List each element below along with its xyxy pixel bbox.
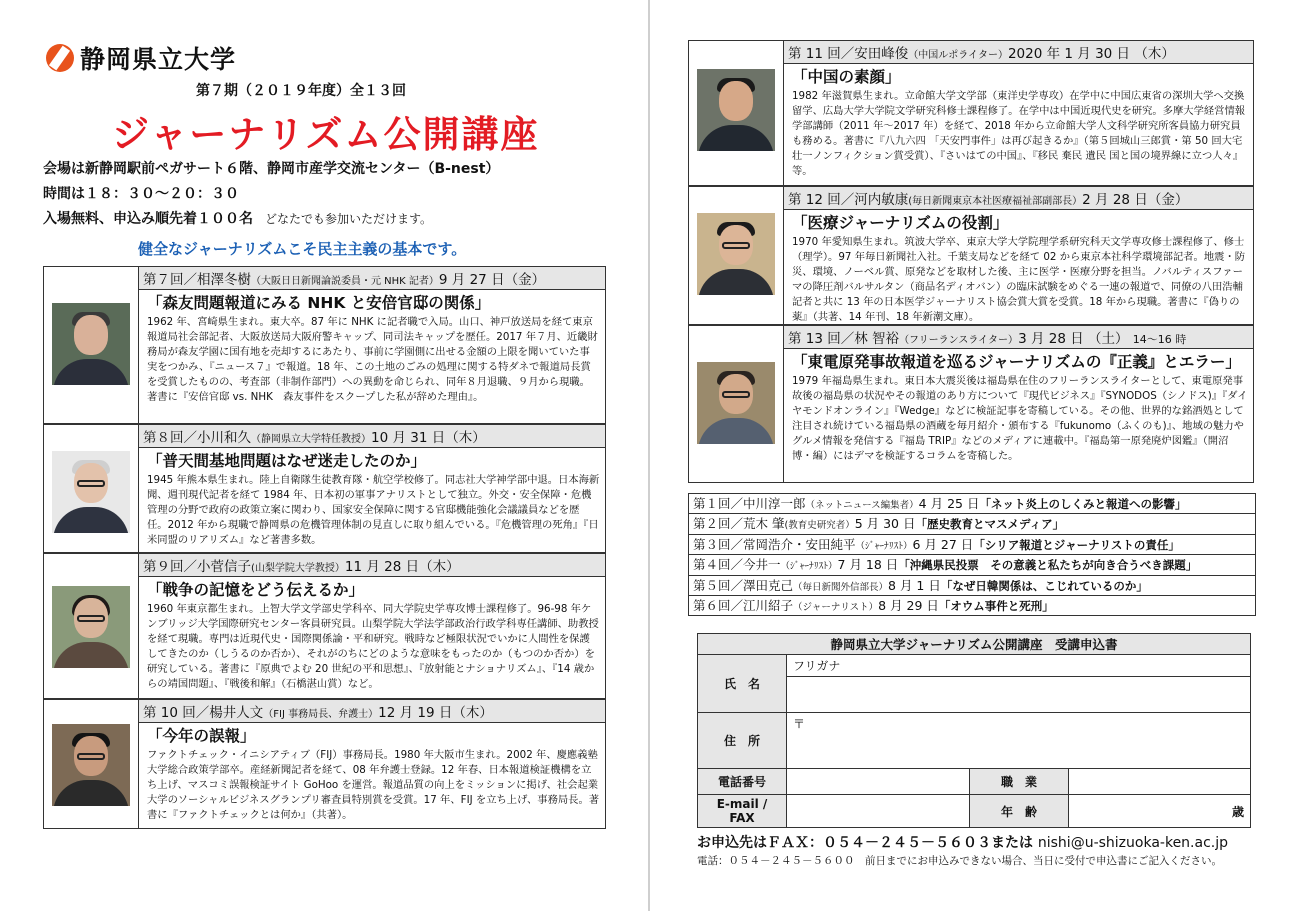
job-label: 職 業 (970, 769, 1069, 795)
venue-text: 会場は新静岡駅前ペガサート６階、静岡市産学交流センター（B-nest） (43, 161, 500, 177)
contact-email-link[interactable]: nishi@u-shizuoka-ken.ac.jp (1037, 835, 1229, 851)
tagline: 健全なジャーナリズムこそ民主主義の基本です。 (138, 240, 467, 258)
logo-text: 静岡県立大学 (80, 45, 237, 74)
lecture-bio: 1979 年福島県生まれ。東日本大震災後は福島県在住のフリーランスライターとして、東電原発事故後の福島県の状況やその報道のあり方について『現代ビジネス』『SYNODOS（シノドス)』『ダイヤモンドオンライン』『Wedge』などに検証記事を寄稿している。その他、世界的な銘酒処として注目され続けている福島県の酒蔵を毎月紹介・頒布する『fukunomo（ふくのも)』、地域の魅力やグルメ情報を発信する『福島 TRIP』などのメディアに連載中。『福島第一原発廃炉図鑑』（開沼博・編）にはデマを検証するコラムを寄稿した。 (792, 375, 1248, 462)
list-item: 第４回／今井一（ｼﾞｬｰﾅﾘｽﾄ）7 月 18 日「沖縄県民投票 その意義と私たちが向き合うべき課題」 (689, 555, 1255, 575)
logo-mark-icon (46, 44, 74, 72)
speaker-portrait-icon (697, 362, 775, 444)
speaker-portrait-icon (52, 451, 130, 533)
list-item: 第２回／荒木 肇(教育史研究者）5 月 30 日「歴史教育とマスメディア」 (689, 514, 1255, 534)
speaker-portrait-icon (697, 69, 775, 151)
email-label: E-mail / FAX (698, 795, 787, 828)
furigana-field[interactable] (787, 655, 1251, 677)
speaker-photo (44, 700, 139, 828)
speaker-photo (44, 267, 139, 423)
past-lectures-list (688, 493, 1256, 616)
speaker-photo (44, 554, 139, 698)
lecture-bio: 1962 年、宮崎県生まれ。東大卒。87 年に NHK に記者職で入局。山口、神戸放送局を経て東京報道局社会部記者、大阪放送局大阪府警キャップ、同司法キャップを歴任。2017 年７月、近畿財務局が森友学園に国有地を売却するにあたり、事前に学園側に出せる金額の上限を聞いていた事実をつかみ、『ニュース７』で報道。18 年、この土地のごみの処理に関する特ダネで報道局長賞を受賞したものの、考査部（非制作部門）への異動を命じられ、同年８月退職、９月から現職。著書に『安倍官邸 vs. NHK 森友事件をスクープした私が辞めた理由』。 (147, 316, 598, 403)
lecture-item (43, 553, 606, 699)
lecture-item (688, 40, 1254, 186)
university-logo (46, 40, 236, 76)
lecture-title: 「医療ジャーナリズムの役割」 (792, 214, 1009, 232)
name-label: 氏 名 (698, 655, 787, 713)
speaker-photo (689, 41, 784, 185)
lecture-header: 第 12 回／河内敏康(毎日新聞東京本社医療福祉部副部長）2 月 28 日（金） (784, 187, 1253, 210)
lecture-title: 「東電原発事故報道を巡るジャーナリズムの『正義』とエラー」 (792, 353, 1241, 371)
phone-label: 電話番号 (698, 769, 787, 795)
speaker-photo (689, 187, 784, 324)
lecture-title: 「今年の誤報」 (147, 727, 256, 745)
lecture-item (43, 424, 606, 553)
speaker-portrait-icon (52, 586, 130, 668)
lecture-header: 第９回／小菅信子(山梨学院大学教授）11 月 28 日（木） (139, 554, 605, 577)
age-label: 年 齢 (970, 795, 1069, 828)
list-item: 第６回／江川紹子（ジャーナリスト）8 月 29 日「オウム事件と死刑」 (689, 596, 1255, 616)
term-subtitle: 第７期（２０１９年度）全１３回 (196, 83, 406, 99)
lecture-item (43, 266, 606, 424)
time-text: 時間は１８：３０～２０：３０ (43, 186, 239, 202)
form-title: 静岡県立大学ジャーナリズム公開講座 受講申込書 (697, 633, 1251, 655)
page-title: ジャーナリズム公開講座 (112, 113, 540, 156)
speaker-portrait-icon (52, 724, 130, 806)
admission-text: 入場無料、申込み順先着１００名 (43, 211, 253, 227)
speaker-photo (44, 425, 139, 552)
lecture-header: 第７回／相澤冬樹（大阪日日新聞論説委員・元 NHK 記者）9 月 27 日（金） (139, 267, 605, 290)
phone-field[interactable] (787, 769, 970, 795)
lecture-item (43, 699, 606, 829)
lecture-header: 第８回／小川和久（静岡県立大学特任教授）10 月 31 日（木） (139, 425, 605, 448)
lecture-title: 「中国の素顔」 (792, 68, 901, 86)
lecture-header: 第 11 回／安田峰俊（中国ルポライター）2020 年 1 月 30 日 （木） (784, 41, 1253, 64)
speaker-portrait-icon (52, 303, 130, 385)
list-item: 第３回／常岡浩介・安田純平（ｼﾞｬｰﾅﾘｽﾄ）6 月 27 日「シリア報道とジャーナリストの責任」 (689, 535, 1255, 555)
speaker-portrait-icon (697, 213, 775, 295)
admission-note: どなたでも参加いただけます。 (265, 212, 433, 226)
furigana-label: フリガナ (793, 659, 841, 673)
age-unit: 歳 (1231, 804, 1244, 819)
lecture-item (688, 186, 1254, 325)
lecture-header: 第 10 回／楊井人文（FIJ 事務局長、弁護士）12 月 19 日（木） (139, 700, 605, 723)
name-field[interactable] (787, 677, 1251, 713)
list-item: 第１回／中川淳一郎（ネットニュース編集者）4 月 25 日「ネット炎上のしくみと報道への影響」 (689, 494, 1255, 514)
contact-note: 電話：０５４－２４５－５６００ 前日までにお申込みできない場合、当日に受付で申込書にご記入ください。 (697, 855, 1222, 867)
lecture-bio: 1982 年滋賀県生まれ。立命館大学文学部（東洋史学専攻）在学中に中国広東省の深圳大学へ交換留学、広島大学大学院文学研究科修士課程修了。在学中は中国近現代史を研究。多摩大学経営情報学部講師（2011 年～2017 年）を経て、2018 年から立命館大学人文科学研究所客員協力研究員も務める。著書に『八九六四 「天安門事件」は再び起きるか』（第５回城山三郎賞・第 50 回大宅壮一ノンフィクション賞受賞）、『さいはての中国』、『移民 棄民 遺民 国と国の境界線に立つ人々』等。 (792, 90, 1246, 177)
lecture-title: 「普天間基地問題はなぜ迷走したのか」 (147, 452, 427, 470)
job-field[interactable] (1069, 769, 1251, 795)
lecture-title: 「森友問題報道にみる NHK と安倍官邸の関係」 (147, 294, 491, 312)
page-fold-divider (648, 0, 650, 911)
email-field[interactable] (787, 795, 970, 828)
lecture-bio: 1960 年東京都生まれ。上智大学文学部史学科卒、同大学院史学専攻博士課程修了。96-98 年ケンブリッジ大学国際研究センター客員研究員。山梨学院大学法学部政治行政学科専任講師、助教授を経て現職。専門は近現代史・国際関係論・平和研究。戦時など極限状況でいかに人間性を保護してきたのか（しうるのか否か）、それがのちにどのような意味をもったのか（もつのか否か）を研究している。著書に『原典でよむ 20 世紀の平和思想』、『放射能とナショナリズム』、『14 歳からの靖国問題』、『戦後和解』（石橋湛山賞）など。 (147, 603, 599, 690)
application-form (697, 654, 1251, 828)
speaker-photo (689, 326, 784, 482)
contact-line (697, 832, 1228, 852)
admission-line (43, 208, 432, 228)
lecture-bio: 1945 年熊本県生まれ。陸上自衛隊生徒教育隊・航空学校修了。同志社大学神学部中退。日本海新聞、週刊現代記者を経て 1984 年、日本初の軍事アナリストとして独立。外交・安全保障・危機管理の分野で政府の政策立案に関わり、国家安全保障に関する官邸機能強化会議議員などを歴任。2012 年から現職で静岡県の危機管理体制の見直しに取り組んでいる。『危機管理の死角』『日米同盟のリアリズム』など著書多数。 (147, 474, 600, 546)
contact-fax: お申込先はＦＡＸ：０５４－２４５－５６０３または (697, 835, 1033, 851)
lecture-header: 第 13 回／林 智裕（フリーランスライター）3 月 28 日 （土） 14～16 時 (784, 326, 1253, 349)
lecture-item (688, 325, 1254, 483)
postal-mark: 〒 (793, 717, 806, 731)
list-item: 第５回／澤田克己（毎日新聞外信部長）8 月 1 日「なぜ日韓関係は、こじれているのか」 (689, 576, 1255, 596)
lecture-bio: 1970 年愛知県生まれ。筑波大学卒、東京大学大学院理学系研究科天文学専攻修士課程修了、修士（理学）。97 年毎日新聞社入社。千葉支局などを経て 02 から東京本社科学環境部記者。地震・防災、環境、ノーベル賞、原発などを取材した後、主に医学・医療分野を担当。ノバルティスファーマの降圧剤バルサルタン（商品名ディオバン）の臨床試験をめぐる一連の報道で、同僚の八田浩輔記者と共に 13 年の日本医学ジャーナリスト協会賞大賞を受賞。18 年から現職。著書に『偽りの薬』（共著、14 年刊、18 年新潮文庫）。 (792, 236, 1246, 323)
lecture-title: 「戦争の記憶をどう伝えるか」 (147, 581, 365, 599)
age-field[interactable] (1069, 795, 1251, 828)
lecture-bio: ファクトチェック・イニシアティブ（FIJ）事務局長。1980 年大阪市生まれ。2002 年、慶應義塾大学総合政策学部卒。産経新聞記者を経て、08 年弁護士登録。12 年春、日本報道検証機構を立ち上げ、マスコミ誤報検証サイト GoHoo を運営。報道品質の向上をミッションに掲げ、社会起業大学のソーシャルビジネスグランプリ審査員特別賞を受賞。17 年、FIJ を立ち上げ、事務局長。著書に『ファクトチェックとは何か』（共著）。 (147, 749, 600, 821)
address-field[interactable] (787, 713, 1251, 769)
address-label: 住 所 (698, 713, 787, 769)
